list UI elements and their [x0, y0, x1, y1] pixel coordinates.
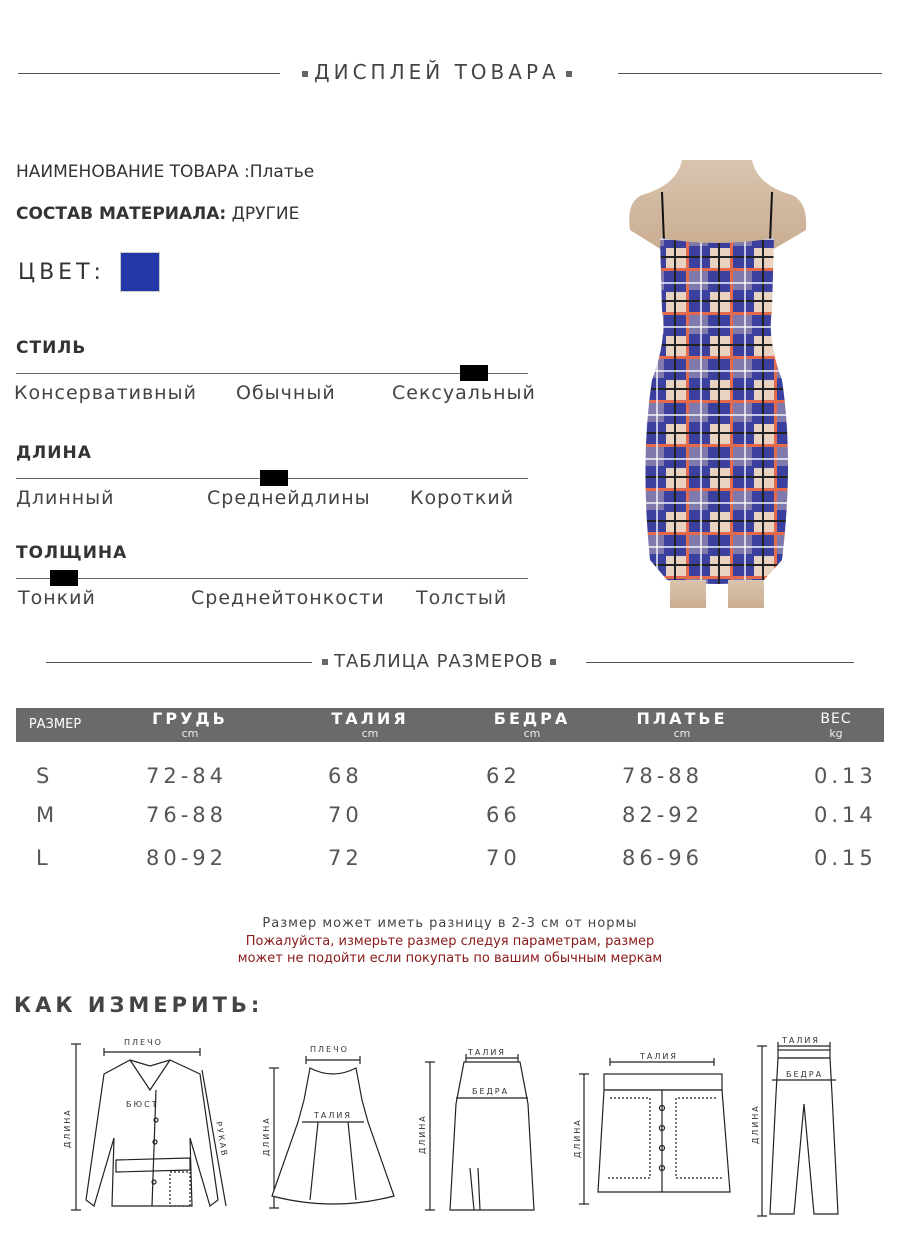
- attribute-title: СТИЛЬ: [16, 338, 87, 358]
- shoulder-label: ПЛЕЧО: [310, 1045, 349, 1054]
- note-measure-advice-1: Пожалуйста, измерьте размер следуя параметрам, размер: [245, 934, 655, 949]
- square-bullet-icon: [550, 659, 556, 665]
- product-photo: [622, 160, 812, 608]
- shoulder-label: ПЛЕЧО: [124, 1038, 163, 1047]
- table-cell: M: [36, 803, 59, 827]
- square-bullet-icon: [302, 71, 308, 77]
- header-right-line: [618, 73, 882, 74]
- table-header-cell: [622, 710, 742, 739]
- table-header-cell: [0, 716, 115, 734]
- color-swatch[interactable]: [120, 252, 160, 292]
- attribute-title: ДЛИНА: [16, 443, 92, 463]
- attribute-option: Консервативный: [14, 382, 197, 404]
- how-to-measure-title: КАК ИЗМЕРИТЬ:: [14, 993, 264, 1017]
- header-left-line: [18, 73, 280, 74]
- product-material-label: СОСТАВ МАТЕРИАЛА:: [16, 204, 227, 224]
- table-header-label: ГРУДЬ: [152, 709, 228, 728]
- bust-label: БЮСТ: [126, 1100, 159, 1109]
- table-cell: 0.13: [814, 764, 877, 788]
- table-header-unit: cm: [361, 727, 379, 740]
- table-header-label: ПЛАТЬЕ: [636, 709, 728, 728]
- table-cell: 68: [328, 764, 363, 788]
- square-bullet-icon: [322, 659, 328, 665]
- dress-shape: [645, 238, 788, 584]
- shorts-measure-diagram: [570, 1048, 750, 1208]
- length-label: ДЛИНА: [573, 1118, 582, 1158]
- length-label: ДЛИНА: [63, 1108, 72, 1148]
- attribute-scale-marker: [460, 365, 488, 381]
- attribute-scale-marker: [50, 570, 78, 586]
- table-cell: 0.14: [814, 803, 877, 827]
- table-header-label: ВЕС: [820, 711, 852, 727]
- table-cell: 0.15: [814, 846, 877, 870]
- table-cell: 72: [328, 846, 363, 870]
- table-header-unit: kg: [829, 727, 843, 740]
- attribute-scale-line: [16, 578, 528, 579]
- hip-label: БЕДРА: [472, 1087, 510, 1096]
- table-cell: 62: [486, 764, 521, 788]
- table-title-left-line: [46, 662, 312, 663]
- table-cell: L: [36, 846, 52, 870]
- length-label: ДЛИНА: [262, 1116, 271, 1156]
- attribute-option: Длинный: [16, 487, 115, 509]
- pants-measure-diagram: [752, 1034, 852, 1222]
- product-material: [16, 204, 299, 224]
- table-cell: S: [36, 764, 54, 788]
- jacket-measure-diagram: [60, 1030, 240, 1220]
- product-name: [16, 162, 314, 182]
- attribute-option: Среднейдлины: [207, 487, 371, 509]
- table-cell: 70: [486, 846, 521, 870]
- waist-label: ТАЛИЯ: [640, 1052, 678, 1061]
- table-cell: 78-88: [622, 764, 704, 788]
- waist-label: ТАЛИЯ: [468, 1048, 506, 1057]
- attribute-scale-marker: [260, 470, 288, 486]
- mannequin-shape: [629, 160, 806, 250]
- waist-label: ТАЛИЯ: [314, 1111, 352, 1120]
- note-size-tolerance: Размер может иметь разницу в 2-3 см от нормы: [262, 916, 638, 931]
- table-header-cell: [472, 710, 592, 739]
- table-cell: 82-92: [622, 803, 704, 827]
- length-label: ДЛИНА: [751, 1104, 760, 1144]
- table-cell: 70: [328, 803, 363, 827]
- attribute-option: Тонкий: [18, 587, 96, 609]
- dress-measure-diagram: [258, 1040, 408, 1220]
- table-cell: 76-88: [146, 803, 228, 827]
- table-header-unit: cm: [523, 727, 541, 740]
- sleeve-label: РУКАВ: [214, 1120, 230, 1159]
- table-header-label: БЕДРА: [493, 709, 571, 728]
- product-name-label: НАИМЕНОВАНИЕ ТОВАРА :: [16, 162, 250, 182]
- waist-label: ТАЛИЯ: [782, 1036, 820, 1045]
- table-header-cell: [130, 710, 250, 739]
- table-header-label: РАЗМЕР: [28, 717, 82, 732]
- hip-label: БЕДРА: [786, 1070, 824, 1079]
- table-cell: 72-84: [146, 764, 228, 788]
- table-header-cell: [310, 710, 430, 739]
- note-measure-advice-2: может не подойти если покупать по вашим обычным меркам: [237, 951, 663, 966]
- size-table-title-text: ТАБЛИЦА РАЗМЕРОВ: [334, 651, 544, 672]
- table-cell: 86-96: [622, 846, 704, 870]
- attribute-option: Обычный: [236, 382, 336, 404]
- skirt-measure-diagram: [414, 1044, 544, 1220]
- attribute-option: Толстый: [416, 587, 508, 609]
- attribute-option: Среднейтонкости: [191, 587, 385, 609]
- attribute-option: Короткий: [410, 487, 515, 509]
- attribute-option: Сексуальный: [392, 382, 536, 404]
- table-header-unit: cm: [181, 727, 199, 740]
- table-title-right-line: [586, 662, 854, 663]
- page-title: [296, 60, 578, 84]
- square-bullet-icon: [566, 71, 572, 77]
- table-header-unit: cm: [673, 727, 691, 740]
- table-header-label: ТАЛИЯ: [331, 709, 409, 728]
- product-name-value: Платье: [249, 162, 315, 182]
- attribute-title: ТОЛЩИНА: [16, 543, 128, 563]
- product-color-label: ЦВЕТ:: [18, 260, 105, 285]
- table-cell: 80-92: [146, 846, 228, 870]
- table-header-cell: [776, 710, 896, 739]
- table-cell: 66: [486, 803, 521, 827]
- attribute-scale-line: [16, 373, 528, 374]
- size-table-title: [316, 651, 562, 672]
- product-material-value: ДРУГИЕ: [226, 204, 300, 224]
- length-label: ДЛИНА: [418, 1114, 427, 1154]
- product-color: [18, 260, 105, 285]
- page-title-text: ДИСПЛЕЙ ТОВАРА: [314, 60, 560, 84]
